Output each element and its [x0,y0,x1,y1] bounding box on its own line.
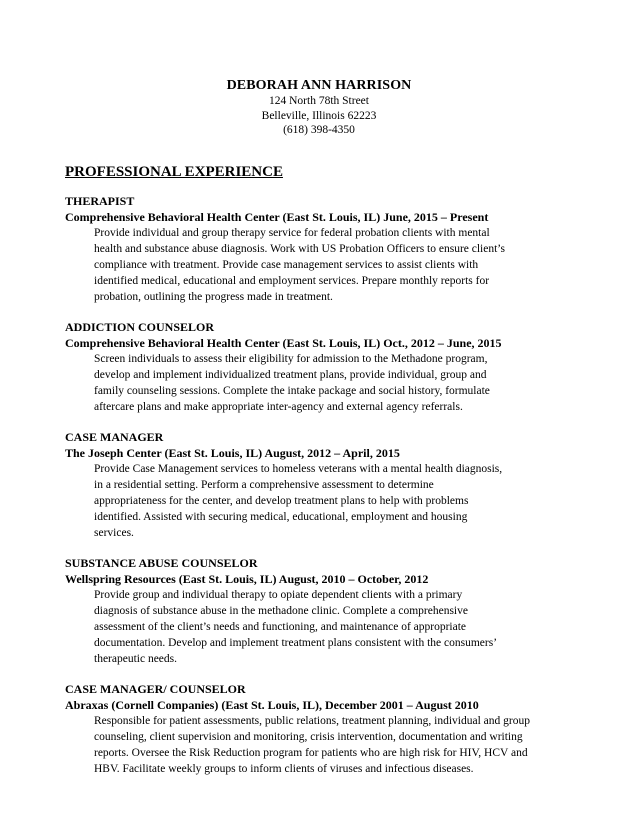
description-line: identified. Assisted with securing medical, educational, employment and housing [94,511,468,523]
description-line: health and substance abuse diagnosis. Work with US Probation Officers to ensure client’s [94,243,505,255]
description-line: Provide Case Management services to homeless veterans with a mental health diagnosis, [94,463,503,475]
job-description [94,587,625,667]
job-title: SUBSTANCE ABUSE COUNSELOR [65,556,258,570]
description-line: HBV. Facilitate weekly groups to inform clients of viruses and infectious diseases. [94,763,474,775]
job-description [94,225,625,305]
candidate-name: DEBORAH ANN HARRISON [226,78,412,93]
description-line: probation, outlining the progress made in treatment. [94,291,333,303]
contact-header [0,77,638,138]
description-line: family counseling sessions. Complete the intake package and social history, formulate [94,385,490,397]
job-employer: Wellspring Resources (East St. Louis, IL) August, 2010 – October, 2012 [65,572,429,586]
description-line: identified medical, educational and employment services. Prepare monthly reports for [94,275,490,287]
description-line: Provide individual and group therapy service for federal probation clients with mental [94,227,490,239]
description-line: appropriateness for the center, and develop treatment plans to help with problems [94,495,469,507]
job-entry [65,319,625,415]
job-employer: Abraxas (Cornell Companies) (East St. Louis, IL), December 2001 – August 2010 [65,698,479,712]
description-line: documentation. Develop and implement treatment plans consistent with the consumers’ [94,637,498,649]
job-title: THERAPIST [65,194,135,208]
job-entry [65,193,625,305]
job-entry [65,681,625,777]
description-line: in a residential setting. Perform a comprehensive assessment to determine [94,479,434,491]
job-description [94,713,625,777]
job-employer: The Joseph Center (East St. Louis, IL) August, 2012 – April, 2015 [65,446,400,460]
address-line-1: 124 North 78th Street [269,95,369,107]
description-line: assessment of the client’s needs and functioning, and maintenance of appropriate [94,621,467,633]
job-description [94,461,625,541]
job-title: ADDICTION COUNSELOR [65,320,215,334]
description-line: diagnosis of substance abuse in the methadone clinic. Complete a comprehensive [94,605,468,617]
description-line: counseling, client supervision and monitoring, crisis intervention, documentation and writing [94,731,523,743]
job-title: CASE MANAGER [65,430,164,444]
job-employer: Comprehensive Behavioral Health Center (East St. Louis, IL) Oct., 2012 – June, 2015 [65,336,502,350]
description-line: develop and implement individualized treatment plans, provide individual, group and [94,369,487,381]
job-title: CASE MANAGER/ COUNSELOR [65,682,246,696]
phone-number: (618) 398-4350 [283,124,355,136]
description-line: Provide group and individual therapy to opiate dependent clients with a primary [94,589,463,601]
job-entry [65,429,625,541]
address-line-2: Belleville, Illinois 62223 [261,109,377,122]
job-entry [65,555,625,667]
description-line: therapeutic needs. [94,653,178,665]
description-line: services. [94,527,134,539]
description-line: aftercare plans and make appropriate inter-agency and external agency referrals. [94,401,463,413]
description-line: compliance with treatment. Provide case management services to assist clients with [94,259,479,271]
job-description [94,351,625,415]
job-employer: Comprehensive Behavioral Health Center (East St. Louis, IL) June, 2015 – Present [65,210,489,224]
job-list [65,193,625,791]
description-line: Responsible for patient assessments, public relations, treatment planning, individual and group [94,715,530,727]
professional-experience-heading: PROFESSIONAL EXPERIENCE [65,164,283,180]
description-line: Screen individuals to assess their eligibility for admission to the Methadone program, [94,353,488,365]
description-line: reports. Oversee the Risk Reduction program for patients who are high risk for HIV, HCV and [94,747,528,759]
